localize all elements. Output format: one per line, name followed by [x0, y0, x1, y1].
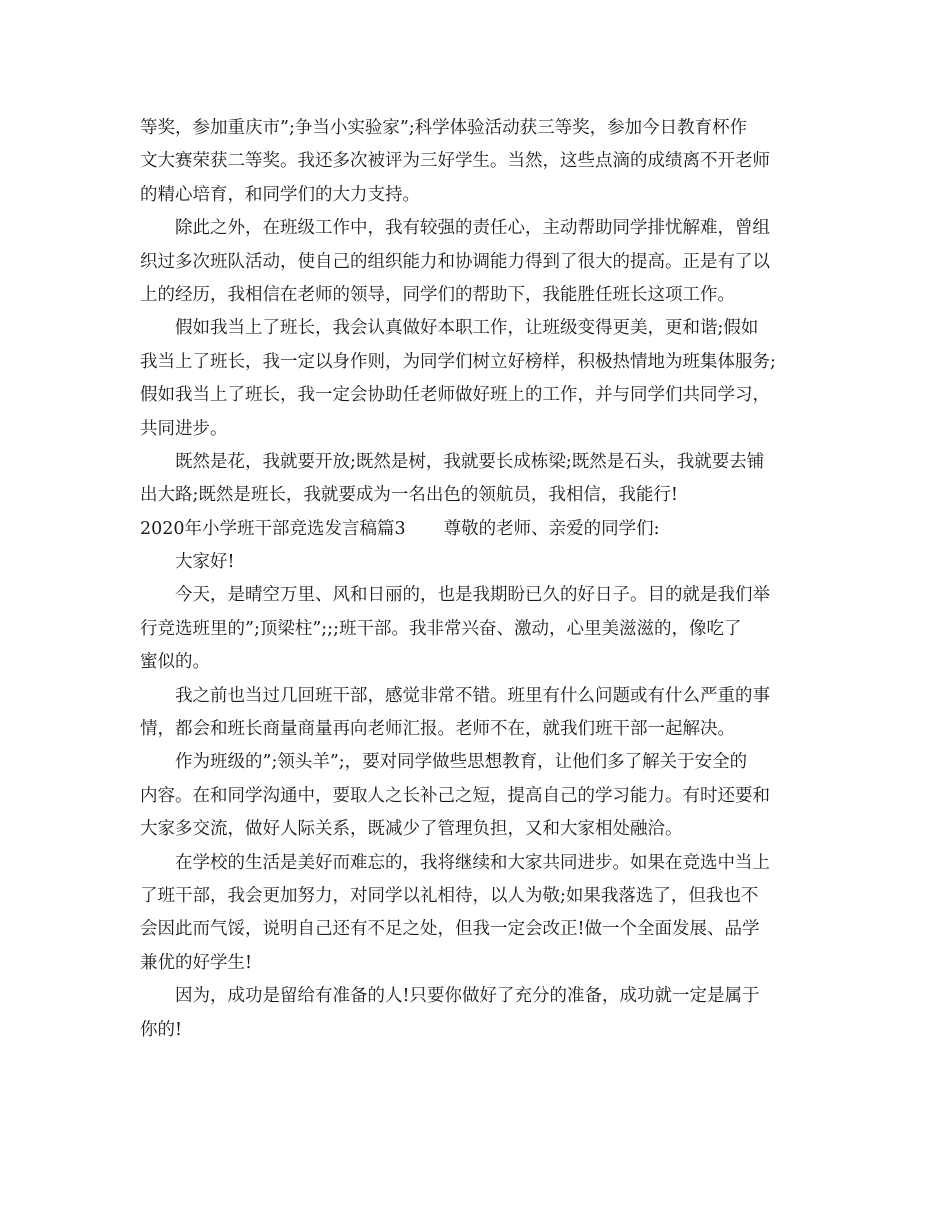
- paragraph-line: 我当上了班长，我一定以身作则，为同学们树立好榜样，积极热情地为班集体服务;: [140, 351, 776, 372]
- section-heading: [140, 513, 810, 546]
- document-body: [140, 112, 810, 1047]
- paragraph-line: 文大赛荣获二等奖。我还多次被评为三好学生。当然，这些点滴的成绩离不开老师: [140, 151, 770, 172]
- paragraph-line: 因为，成功是留给有准备的人!只要你做好了充分的准备，成功就一定是属于: [175, 986, 760, 1007]
- paragraph-line: 情，都会和班长商量商量再向老师汇报。老师不在，就我们班干部一起解决。: [140, 719, 735, 740]
- paragraph-line: 你的!: [140, 1019, 183, 1040]
- salutation: 尊敬的老师、亲爱的同学们:: [443, 518, 660, 539]
- paragraph-line: 作为班级的”;领头羊”;，要对同学做些思想教育，让他们多了解关于安全的: [175, 752, 748, 773]
- paragraph-line: 我之前也当过几回班干部，感觉非常不错。班里有什么问题或有什么严重的事: [175, 685, 770, 706]
- paragraph-line: 会因此而气馁，说明自己还有不足之处，但我一定会改正!做一个全面发展、品学: [140, 919, 760, 940]
- paragraph-line: 蜜似的。: [140, 652, 210, 673]
- paragraph-line: 大家多交流，做好人际关系，既减少了管理负担，又和大家相处融洽。: [140, 819, 683, 840]
- paragraph-line: 除此之外，在班级工作中，我有较强的责任心，主动帮助同学排忧解难，曾组: [175, 218, 770, 239]
- paragraph-line: 上的经历，我相信在老师的领导，同学们的帮助下，我能胜任班长这项工作。: [140, 284, 735, 305]
- paragraph-line: 等奖，参加重庆市”;争当小实验家”;科学体验活动获三等奖，参加今日教育杯作: [140, 118, 748, 138]
- paragraph-line: 行竞选班里的”;顶梁柱”;;;班干部。我非常兴奋、激动，心里美滋滋的，像吃了: [140, 618, 742, 639]
- paragraph-line: 内容。在和同学沟通中，要取人之长补己之短，提高自己的学习能力。有时还要和: [140, 785, 770, 806]
- paragraph-line: 今天，是晴空万里、风和日丽的，也是我期盼已久的好日子。目的就是我们举: [175, 585, 770, 606]
- paragraph-line: 共同进步。: [140, 418, 228, 439]
- paragraph-line: 了班干部，我会更加努力，对同学以礼相待，以人为敬;如果我落选了，但我也不: [140, 885, 759, 906]
- paragraph-line: 既然是花，我就要开放;既然是树，我就要长成栋梁;既然是石头，我就要去铺: [175, 451, 765, 472]
- paragraph-line: 假如我当上了班长，我一定会协助任老师做好班上的工作，并与同学们共同学习，: [140, 385, 770, 406]
- section-title: 2020年小学班干部竞选发言稿篇3: [140, 518, 406, 539]
- paragraph-line: 假如我当上了班长，我会认真做好本职工作，让班级变得更美，更和谐;假如: [175, 318, 759, 339]
- paragraph-line: 兼优的好学生!: [140, 952, 253, 973]
- paragraph-line: 出大路;既然是班长，我就要成为一名出色的领航员，我相信，我能行!: [140, 485, 678, 506]
- paragraph-line: 在学校的生活是美好而难忘的，我将继续和大家共同进步。如果在竞选中当上: [175, 852, 770, 873]
- paragraph-line: 大家好!: [175, 552, 235, 573]
- paragraph-line: 的精心培育，和同学们的大力支持。: [140, 184, 420, 205]
- paragraph-line: 织过多次班队活动，使自己的组织能力和协调能力得到了很大的提高。正是有了以: [140, 251, 770, 272]
